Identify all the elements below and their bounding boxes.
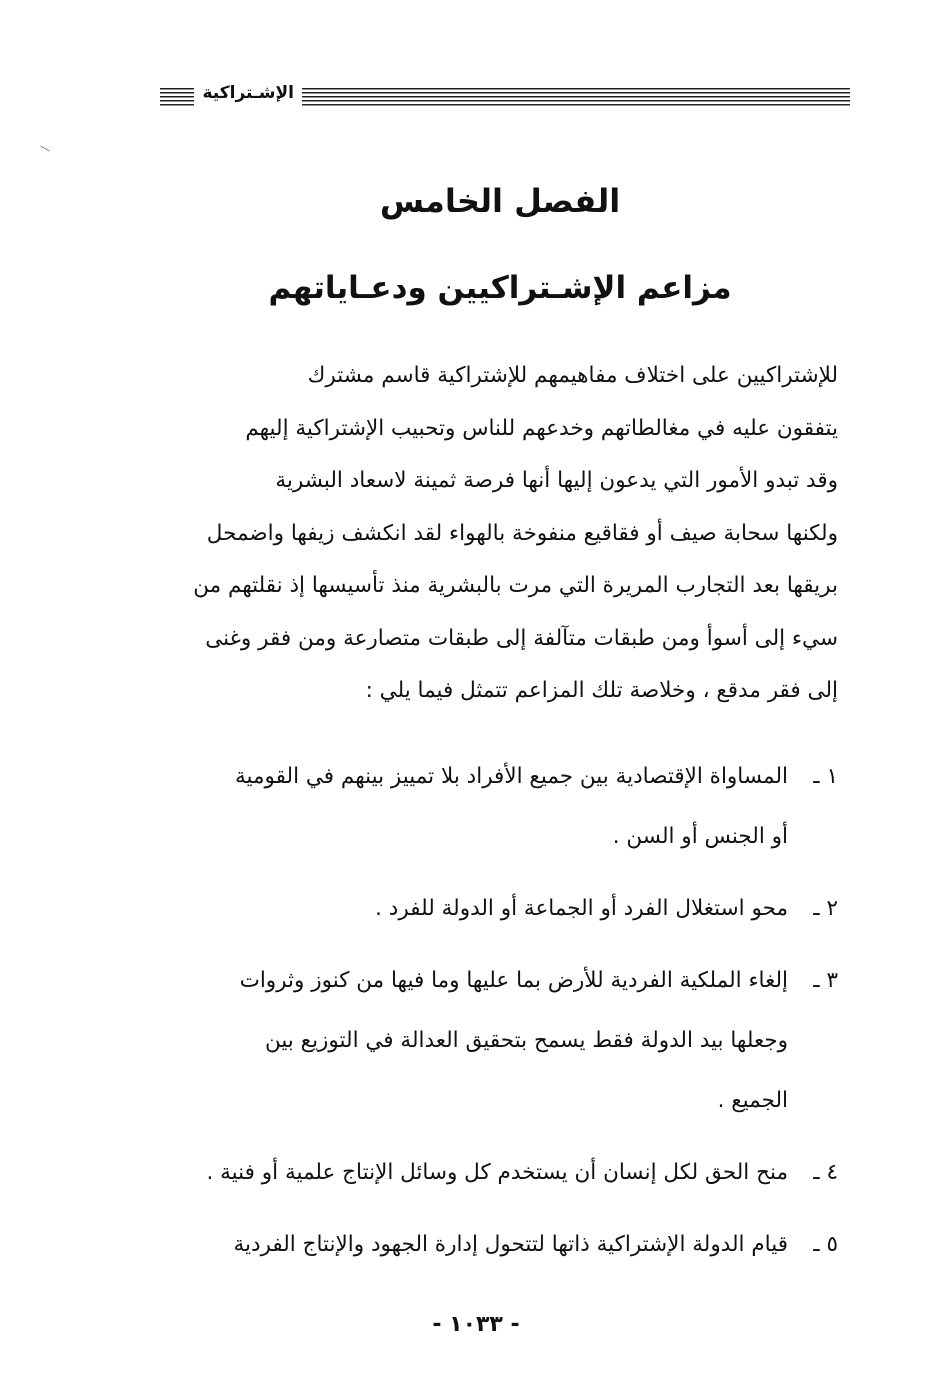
claims-list (158, 747, 838, 1275)
intro-line: للإشتراكيين على اختلاف مفاهيمهم للإشتراكية قاسم مشترك (307, 363, 838, 388)
claim-item-4 (158, 1143, 838, 1203)
claim-line: أو الجنس أو السن . (612, 823, 788, 849)
claim-item-5 (158, 1215, 838, 1275)
intro-line: سيء إلى أسوأ ومن طبقات متآلفة إلى طبقات متصارعة ومن فقر وغنى (205, 625, 838, 651)
page-number: - ١٠٣٣ - (432, 1312, 520, 1337)
chapter-subtitle: مزاعم الإشـتراكيين ودعـاياتهم (268, 270, 732, 306)
claim-text (158, 1215, 788, 1275)
header-rule-left (160, 88, 194, 108)
header-rule-right (302, 88, 850, 108)
claim-line: وجعلها بيد الدولة فقط يسمح بتحقيق العدالة في التوزيع بين (264, 1027, 788, 1053)
claim-number: ٣ ـ (813, 967, 838, 993)
intro-line: وقد تبدو الأمور التي يدعون إليها أنها فرصة ثمينة لاسعاد البشرية (275, 468, 838, 493)
running-header (160, 80, 850, 110)
intro-line: يتفقون عليه في مغالطاتهم وخدعهم للناس وتحبيب الإشتراكية إليهم (245, 415, 838, 441)
intro-paragraph (158, 350, 838, 718)
claim-line: الجميع . (717, 1087, 788, 1113)
claim-line: إلغاء الملكية الفردية للأرض بما عليها وما فيها من كنوز وثروات (239, 967, 788, 993)
claim-line: محو استغلال الفرد أو الجماعة أو الدولة للفرد . (375, 895, 788, 921)
intro-line: إلى فقر مدقع ، وخلاصة تلك المزاعم تتمثل فيما يلي : (365, 678, 838, 703)
claim-number: ٢ ـ (813, 895, 838, 921)
claim-line: قيام الدولة الإشتراكية ذاتها لتتحول إدارة الجهود والإنتاج الفردية (233, 1231, 788, 1257)
claim-text (158, 879, 788, 939)
claim-item-1 (158, 747, 838, 867)
stray-mark (40, 146, 49, 152)
claim-number: ٤ ـ (813, 1159, 838, 1185)
intro-line: ولكنها سحابة صيف أو فقاقيع منفوخة بالهواء لقد انكشف زيفها واضمحل (206, 520, 838, 546)
claim-text (158, 951, 788, 1131)
running-header-title: الإشـتراكية (202, 83, 294, 103)
body-text (158, 350, 838, 1287)
claim-item-3 (158, 951, 838, 1131)
chapter-title: الفصل الخامس (379, 182, 621, 220)
claim-number: ١ ـ (813, 763, 838, 789)
claim-line: المساواة الإقتصادية بين جميع الأفراد بلا تمييز بينهم في القومية (235, 763, 788, 789)
claim-number: ٥ ـ (813, 1231, 838, 1257)
claim-text (158, 747, 788, 867)
claim-item-2 (158, 879, 838, 939)
claim-line: منح الحق لكل إنسان أن يستخدم كل وسائل الإنتاج علمية أو فنية . (206, 1159, 788, 1185)
claim-text (158, 1143, 788, 1203)
intro-line: بريقها بعد التجارب المريرة التي مرت بالبشرية منذ تأسيسها إذ نقلتهم من (193, 573, 838, 598)
